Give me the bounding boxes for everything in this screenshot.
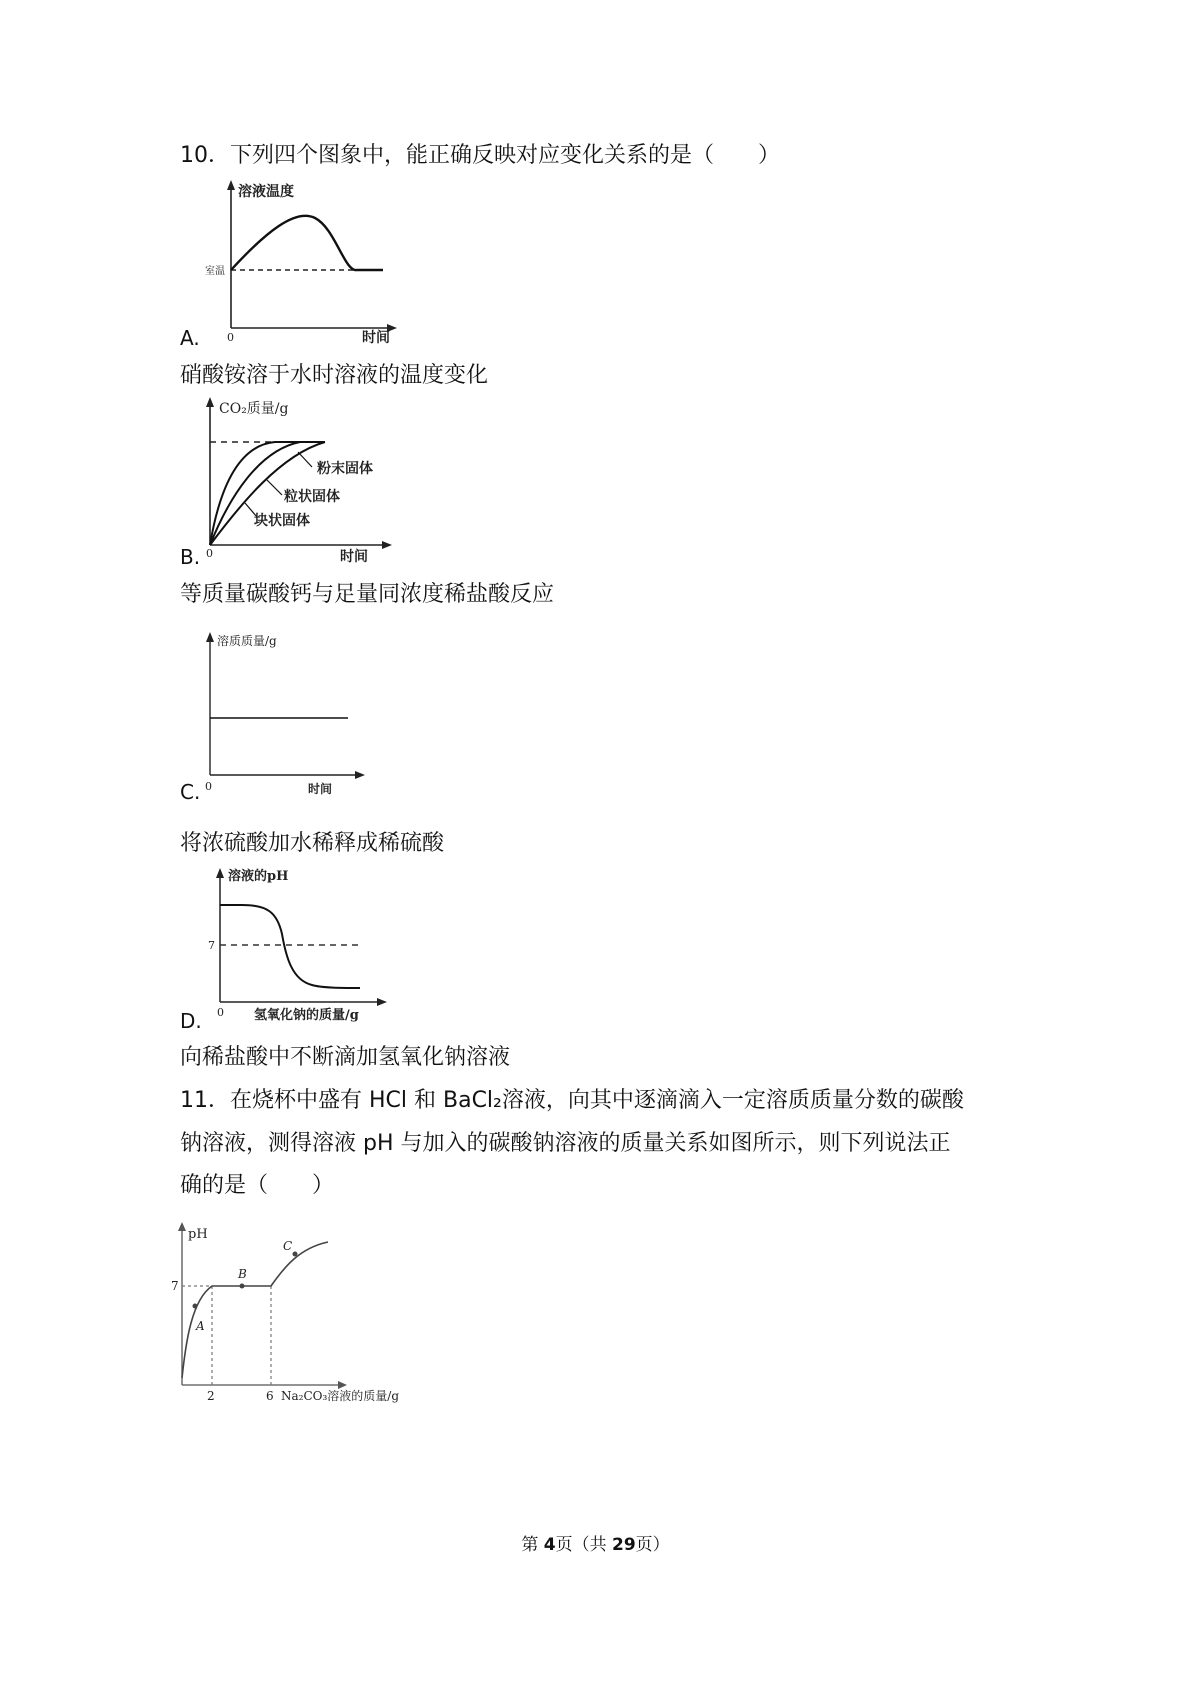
graph-a-ref-label: 室温 <box>205 266 225 277</box>
graph-q11-x-tick-6: 6 <box>266 1389 274 1403</box>
graph-c-origin: 0 <box>205 780 212 793</box>
graph-b-y-arrow <box>206 397 214 407</box>
graph-b-label-granular: 粒状固体 <box>284 489 340 505</box>
graph-q11-x-arrow <box>338 1381 347 1389</box>
graph-d-curve <box>220 905 360 988</box>
option-d-caption: 向稀盐酸中不断滴加氢氧化钠溶液 <box>180 1045 511 1070</box>
footer-middle: 页（共 <box>555 1535 612 1555</box>
graph-q11-label-c: C <box>283 1239 293 1253</box>
graph-c-xlabel: 时间 <box>308 782 333 796</box>
q11-line-1: 11．在烧杯中盛有 HCl 和 BaCl₂溶液，向其中逐滴滴入一定溶质质量分数的碳酸 <box>180 1088 964 1113</box>
option-a-letter: A. <box>180 326 200 350</box>
option-c-caption: 将浓硫酸加水稀释成稀硫酸 <box>180 831 445 856</box>
option-c-letter: C. <box>180 780 201 804</box>
graph-d-ref-label: 7 <box>208 939 215 952</box>
graph-d-ylabel: 溶液的pH <box>228 869 289 884</box>
graph-b-ylabel: CO₂质量/g <box>219 401 289 417</box>
graph-q11-label-b: B <box>238 1267 247 1281</box>
graph-d-y-arrow <box>216 868 224 878</box>
graph-a-y-arrow <box>227 180 235 190</box>
graph-q11-y-tick: 7 <box>171 1279 179 1293</box>
graph-a-origin: 0 <box>227 331 234 344</box>
page-footer <box>0 1530 1191 1555</box>
graph-c-y-arrow <box>206 632 214 642</box>
graph-q11-curve <box>182 1242 328 1378</box>
option-b-letter: B. <box>180 545 201 569</box>
graph-b <box>200 395 400 565</box>
graph-b-xlabel: 时间 <box>340 549 368 565</box>
graph-q11-y-arrow <box>178 1222 186 1231</box>
q10-stem: 10．下列四个图象中，能正确反映对应变化关系的是（ ） <box>180 143 780 168</box>
graph-a-ylabel: 溶液温度 <box>238 184 294 200</box>
footer-suffix: 页） <box>635 1535 670 1555</box>
graph-c <box>200 630 400 800</box>
graph-d-origin: 0 <box>217 1006 224 1019</box>
q11-line-2: 钠溶液，测得溶液 pH 与加入的碳酸钠溶液的质量关系如图所示，则下列说法正 <box>180 1131 951 1156</box>
graph-b-label-powder: 粉末固体 <box>317 461 373 477</box>
option-d-letter: D. <box>180 1009 202 1033</box>
graph-q11-point-c <box>293 1252 298 1257</box>
graph-b-x-arrow <box>382 541 392 549</box>
footer-total-pages: 29 <box>611 1535 636 1555</box>
graph-b-label-block: 块状固体 <box>254 513 310 529</box>
graph-q11-point-a <box>193 1304 198 1309</box>
graph-q11 <box>170 1220 460 1420</box>
graph-q11-ylabel: pH <box>188 1227 208 1242</box>
graph-d-x-arrow <box>377 998 387 1006</box>
graph-b-pointer-powder <box>298 452 312 467</box>
graph-q11-x-tick-2: 2 <box>207 1389 215 1403</box>
graph-d-xlabel: 氢氧化钠的质量/g <box>254 1008 359 1023</box>
footer-page-number: 4 <box>543 1535 556 1555</box>
graph-d <box>202 862 402 1027</box>
graph-b-origin: 0 <box>206 547 213 560</box>
graph-a-xlabel: 时间 <box>362 330 390 346</box>
graph-q11-label-a: A <box>196 1319 205 1333</box>
graph-c-x-arrow <box>355 771 365 779</box>
option-a-caption: 硝酸铵溶于水时溶液的温度变化 <box>180 363 489 388</box>
option-b-caption: 等质量碳酸钙与足量同浓度稀盐酸反应 <box>180 582 555 607</box>
footer-prefix: 第 <box>521 1535 544 1555</box>
q11-line-3: 确的是（ ） <box>180 1173 335 1198</box>
graph-q11-xlabel: Na₂CO₃溶液的质量/g <box>281 1389 400 1403</box>
graph-a-curve <box>231 216 383 270</box>
graph-q11-point-b <box>240 1284 245 1289</box>
graph-b-pointer-granular <box>267 480 282 495</box>
graph-c-ylabel: 溶质质量/g <box>217 634 277 648</box>
graph-a <box>205 178 405 346</box>
